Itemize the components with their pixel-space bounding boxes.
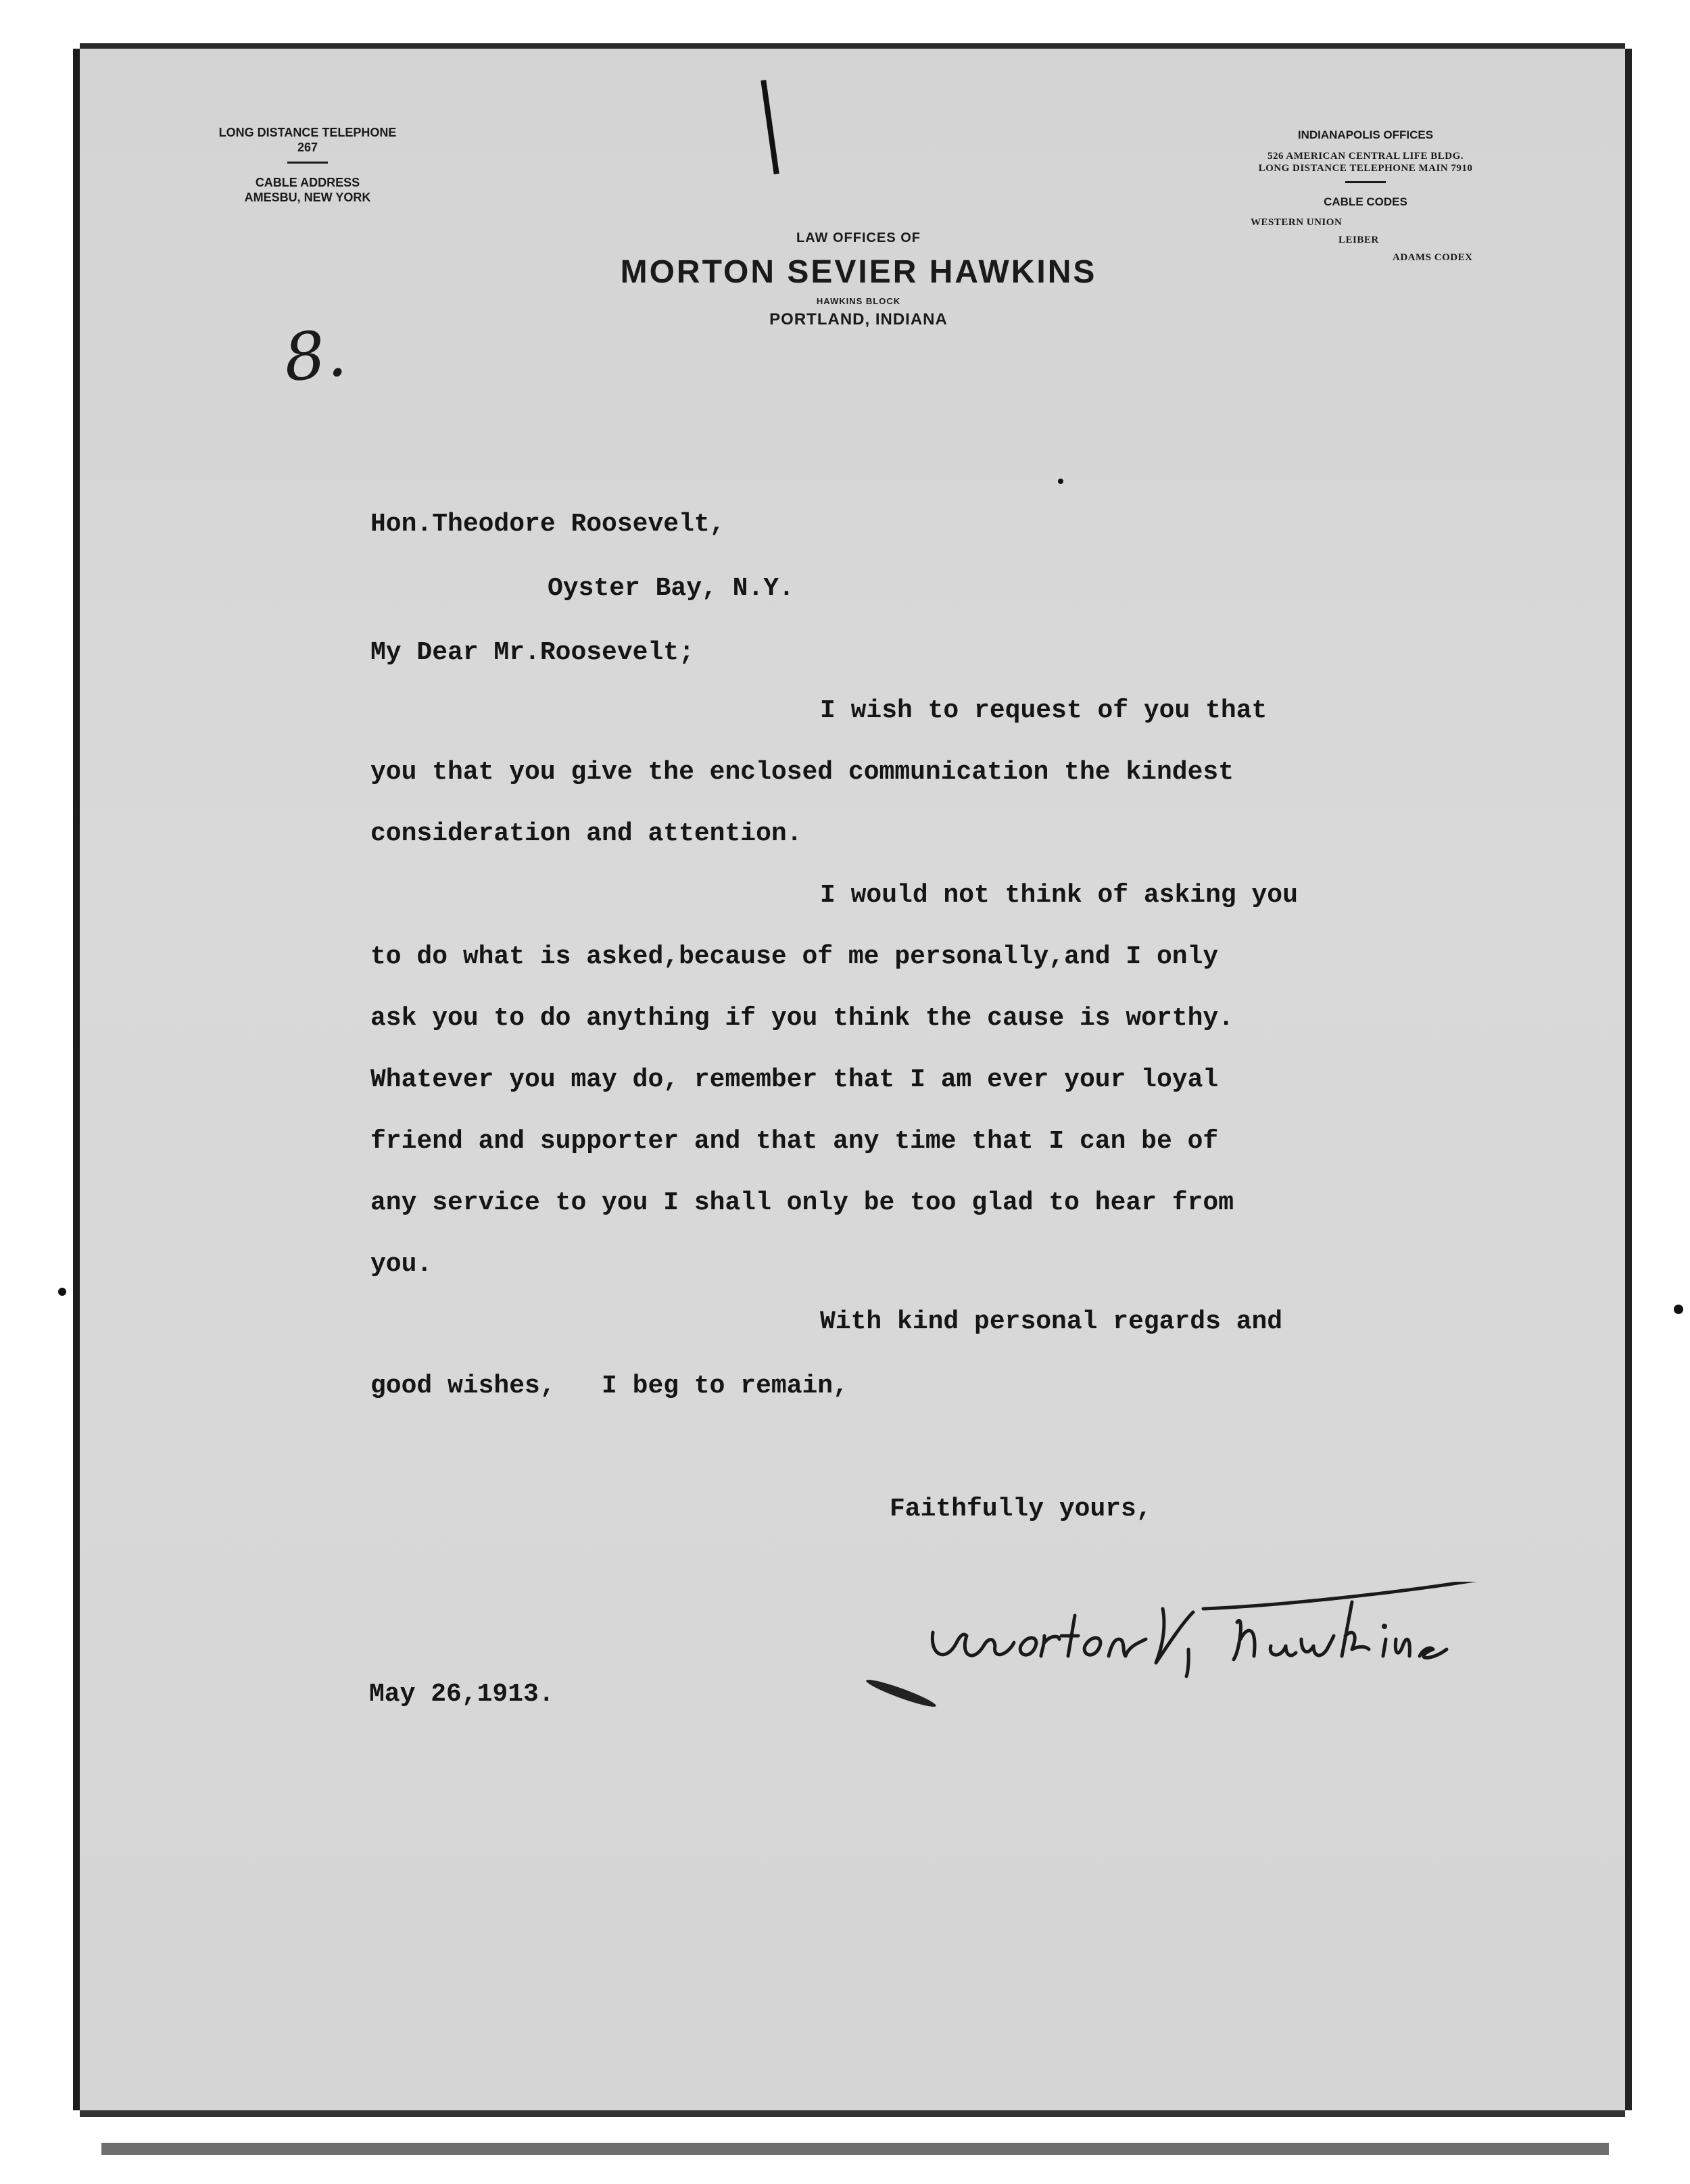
handwritten-signature: [919, 1582, 1514, 1700]
body-line: you.: [370, 1250, 433, 1279]
handwritten-number: 8.: [280, 314, 350, 397]
signature-graphic: [919, 1582, 1514, 1697]
phone-label: LONG DISTANCE TELEPHONE: [218, 126, 397, 139]
cable-code-adams: ADAMS CODEX: [1393, 251, 1473, 263]
office-phone: LONG DISTANCE TELEPHONE MAIN 7910: [1258, 163, 1473, 174]
binder-hole: [1674, 1305, 1683, 1314]
letterhead-center: [554, 230, 1163, 330]
divider: [1345, 181, 1386, 183]
cable-label: CABLE ADDRESS: [255, 176, 360, 190]
body-line: to do what is asked,because of me personally,and I only: [370, 942, 1219, 971]
body-line: good wishes, I beg to remain,: [370, 1372, 848, 1401]
firm-city: PORTLAND, INDIANA: [769, 310, 948, 329]
body-line: With kind personal regards and: [820, 1307, 1283, 1336]
body-line: consideration and attention.: [370, 819, 802, 848]
letterhead-left: [169, 126, 446, 205]
recipient-place: Oyster Bay, N.Y.: [548, 574, 794, 603]
office-address: 526 AMERICAN CENTRAL LIFE BLDG.: [1267, 151, 1464, 162]
body-line: I wish to request of you that: [820, 696, 1268, 725]
letterhead-right: [1190, 128, 1541, 264]
firm-name: MORTON SEVIER HAWKINS: [620, 254, 1097, 290]
ink-spot: [1058, 479, 1063, 484]
cable-code-western-union: WESTERN UNION: [1251, 216, 1343, 228]
letter-date: May 26,1913.: [369, 1680, 554, 1709]
body-line: friend and supporter and that any time that I can be of: [370, 1127, 1219, 1156]
binder-hole: [58, 1288, 66, 1296]
body-line: Whatever you may do, remember that I am ever your loyal: [370, 1065, 1219, 1094]
cable-value: AMESBU, NEW YORK: [244, 190, 371, 204]
cable-codes-label: CABLE CODES: [1324, 195, 1407, 209]
body-line: you that you give the enclosed communication the kindest: [370, 758, 1234, 787]
body-line: any service to you I shall only be too glad to hear from: [370, 1188, 1234, 1217]
phone-number: 267: [297, 140, 318, 154]
recipient-name: Hon.Theodore Roosevelt,: [370, 510, 725, 539]
paper-edge: [101, 2143, 1609, 2155]
divider: [287, 162, 328, 164]
greeting: My Dear Mr.Roosevelt;: [370, 638, 694, 667]
firm-block: HAWKINS BLOCK: [816, 295, 901, 306]
law-offices-label: LAW OFFICES OF: [796, 230, 921, 245]
offices-label: INDIANAPOLIS OFFICES: [1297, 128, 1434, 141]
cable-code-leiber: LEIBER: [1338, 234, 1379, 245]
body-line: ask you to do anything if you think the cause is worthy.: [370, 1004, 1234, 1033]
closing: Faithfully yours,: [890, 1495, 1152, 1524]
body-line: I would not think of asking you: [820, 881, 1298, 910]
